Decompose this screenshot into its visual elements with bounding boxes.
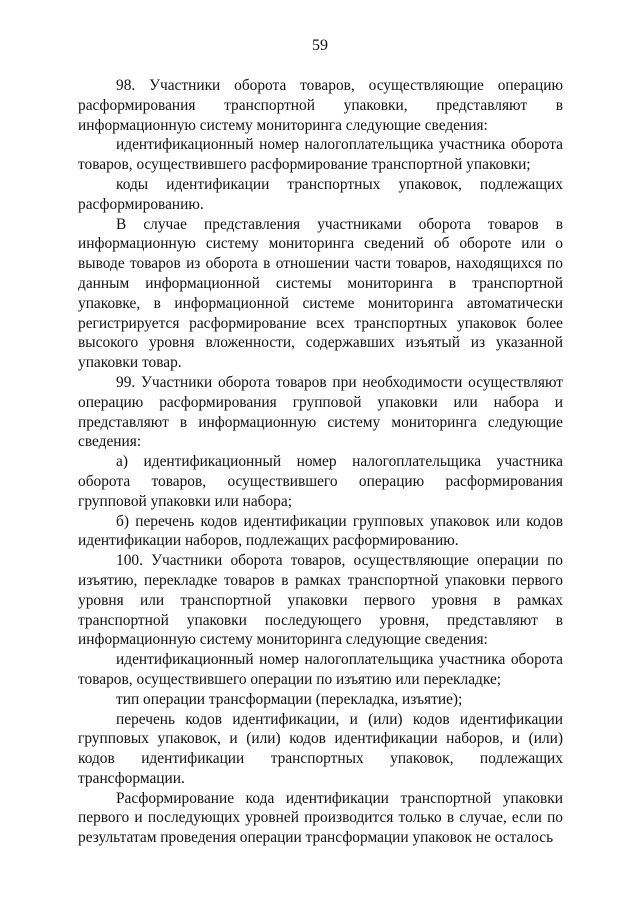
- paragraph-99: 99. Участники оборота товаров при необходимости осуществляют операцию расформирования групповой упаковки или набора и представляют в информационную систему мониторинга следующие сведения:: [78, 373, 563, 451]
- paragraph-99-item-a: а) идентификационный номер налогоплательщика участника оборота товаров, осуществившего операцию расформирования групповой упаковки или набора;: [78, 453, 563, 510]
- paragraph-100-item-inn: идентификационный номер налогоплательщика участника оборота товаров, осуществившего операции по изъятию или перекладке;: [78, 651, 563, 688]
- paragraph-100-item-type: тип операции трансформации (перекладка, изъятие);: [116, 690, 463, 708]
- paragraph-98-item-inn: идентификационный номер налогоплательщика участника оборота товаров, осуществившего расформирование транспортной упаковки;: [78, 136, 563, 174]
- document-body: [78, 76, 563, 848]
- paragraph-98-auto-disband: В случае представления участниками оборота товаров в информационную систему мониторинга сведений об обороте или о выводе товаров из оборота в отношении части товаров, находящихся по данным информационной системы мониторинга в транспортной упаковке, в информационной системе мониторинга автоматически регистрируется расформирование всех транспортных упаковок более высокого уровня вложенности, содержавших изъятый из указанной упаковки товар.: [78, 215, 563, 372]
- paragraph-disband-condition: Расформирование кода идентификации транспортной упаковки первого и последующих уровней производится только в случае, если по результатам проведения операции трансформации упаковок не осталось: [78, 789, 563, 847]
- paragraph-100-item-codes: перечень кодов идентификации, и (или) кодов идентификации групповых упаковок, и (или) кодов идентификации наборов, и (или) кодов идентификации транспортных упаковок, подлежащих трансформации.: [78, 710, 563, 787]
- paragraph-100: 100. Участники оборота товаров, осуществляющие операции по изъятию, перекладке товаров в рамках транспортной упаковки первого уровня или транспортной упаковки первого уровня в рамках транспортной упаковки последующего уровня, представляют в информационную систему мониторинга следующие сведения:: [78, 552, 563, 649]
- paragraph-98: 98. Участники оборота товаров, осуществляющие операцию расформирования транспортной упаковки, представляют в информационную систему мониторинга следующие сведения:: [78, 77, 563, 134]
- page-number: 59: [312, 37, 328, 54]
- paragraph-99-item-b: б) перечень кодов идентификации групповых упаковок или кодов идентификации наборов, подлежащих расформированию.: [78, 512, 563, 550]
- paragraph-98-item-codes: коды идентификации транспортных упаковок, подлежащих расформированию.: [78, 175, 563, 213]
